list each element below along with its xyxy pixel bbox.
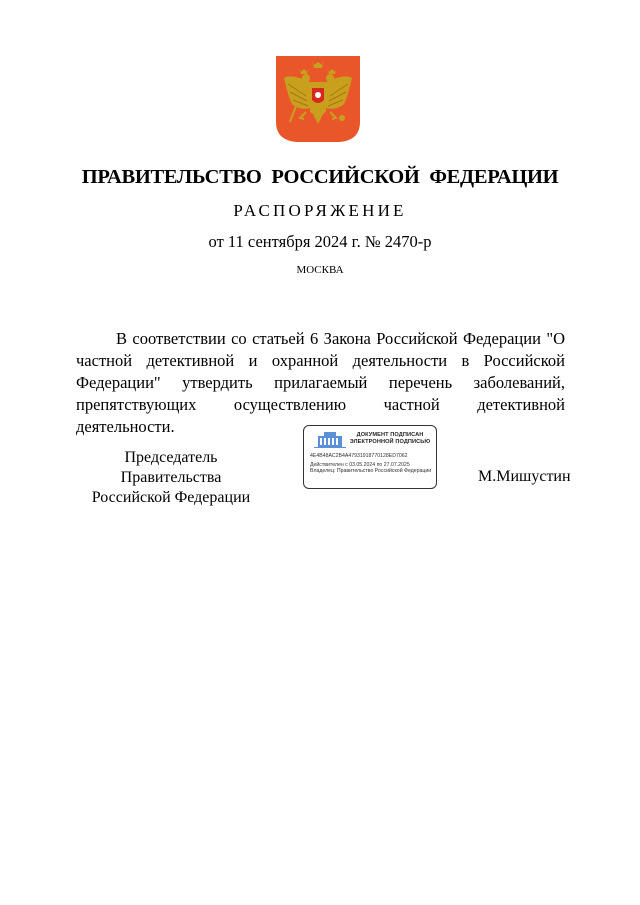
signer-position [76,448,266,508]
russian-coat-of-arms-icon [276,56,360,142]
stamp-heading-line1: ДОКУМЕНТ ПОДПИСАН [356,432,424,438]
signer-name: М.Мишустин [478,468,571,485]
stamp-validity: Действителен с 03.05.2024 по 27.07.2025 [310,462,410,468]
government-building-icon [314,432,346,448]
body-paragraph: В соответствии со статьей 6 Закона Российской Федерации "О частной детективной и охранной деятельности в Российской Федерации" утвердить прилагаемый перечень заболеваний, препятствующих осуществлению частной детективной деятельности. [76,329,565,436]
stamp-owner: Владелец: Правительство Российской Федерации [310,468,432,474]
document-city: МОСКВА [296,264,344,276]
stamp-serial: 4E4B48AC2B4A47931918770128ED7062 [310,453,408,459]
stamp-heading [346,432,434,446]
signer-position-line2: Российской Федерации [91,489,251,506]
stamp-heading-line2: ЭЛЕКТРОННОЙ ПОДПИСЬЮ [349,439,431,445]
government-title: ПРАВИТЕЛЬСТВО РОССИЙСКОЙ ФЕДЕРАЦИИ [81,166,559,188]
document-date-number: от 11 сентября 2024 г. № 2470-р [208,232,432,251]
electronic-signature-stamp [303,425,437,489]
document-type: РАСПОРЯЖЕНИЕ [233,201,407,220]
signer-position-line1: Председатель Правительства [120,449,222,486]
